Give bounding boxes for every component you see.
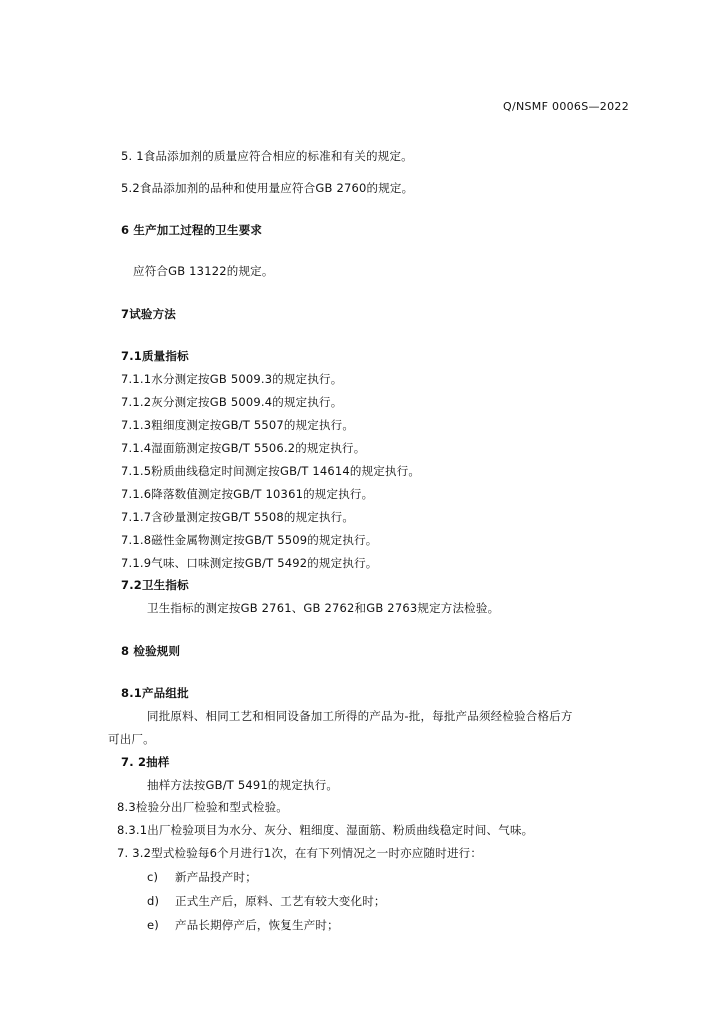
clause-7-1-8: 7.1.8磁性金属物测定按GB/T 5509的规定执行。 [121, 533, 378, 547]
subsection-8-1-heading: 8.1产品组批 [121, 686, 189, 700]
subsection-7-2-heading: 7.2卫生指标 [121, 578, 189, 592]
clause-7-1-3: 7.1.3粗细度测定按GB/T 5507的规定执行。 [121, 418, 355, 432]
subsection-7-1-heading: 7.1质量指标 [121, 349, 189, 363]
clause-8-3-2: 7. 3.2型式检验每6个月进行1次，在有下列情况之一时亦应随时进行： [117, 846, 483, 860]
subsection-8-1-body-line-2: 可出厂。 [108, 732, 155, 746]
section-6-body: 应符合GB 13122的规定。 [133, 264, 274, 278]
subsection-7-2-body: 卫生指标的测定按GB 2761、GB 2762和GB 2763规定方法检验。 [147, 601, 500, 615]
clause-7-1-6: 7.1.6降落数值测定按GB/T 10361的规定执行。 [121, 487, 374, 501]
clause-5-1: 5. 1食品添加剂的质量应符合相应的标准和有关的规定。 [121, 149, 413, 163]
clause-7-1-9: 7.1.9气味、口味测定按GB/T 5492的规定执行。 [121, 556, 378, 570]
condition-item-label: e) [147, 918, 159, 932]
condition-item-text: 新产品投产时； [175, 870, 257, 884]
clause-7-1-4: 7.1.4湿面筋测定按GB/T 5506.2的规定执行。 [121, 441, 366, 455]
clause-5-2: 5.2食品添加剂的品种和使用量应符合GB 2760的规定。 [121, 181, 414, 195]
section-8-heading: 8 检验规则 [121, 644, 181, 658]
subsection-8-2-body: 抽样方法按GB/T 5491的规定执行。 [147, 778, 339, 792]
section-6-heading: 6 生产加工过程的卫生要求 [121, 223, 263, 237]
condition-item-label: c) [147, 870, 159, 884]
section-7-heading: 7试验方法 [121, 307, 177, 321]
subsection-8-1-body-line-1: 同批原料、相同工艺和相同设备加工所得的产品为-批，每批产品须经检验合格后方 [147, 709, 573, 723]
clause-7-1-7: 7.1.7含砂量测定按GB/T 5508的规定执行。 [121, 510, 355, 524]
clause-8-3: 8.3检验分出厂检验和型式检验。 [117, 800, 288, 814]
clause-7-1-1: 7.1.1水分测定按GB 5009.3的规定执行。 [121, 372, 343, 386]
document-code: Q/NSMF 0006S—2022 [503, 100, 629, 113]
condition-item-label: d) [147, 894, 160, 908]
clause-7-1-2: 7.1.2灰分测定按GB 5009.4的规定执行。 [121, 395, 343, 409]
condition-item-text: 产品长期停产后，恢复生产时； [175, 918, 339, 932]
clause-8-3-1: 8.3.1出厂检验项目为水分、灰分、粗细度、湿面筋、粉质曲线稳定时间、气味。 [117, 823, 534, 837]
clause-7-1-5: 7.1.5粉质曲线稳定时间测定按GB/T 14614的规定执行。 [121, 464, 421, 478]
subsection-8-2-heading: 7. 2抽样 [121, 755, 170, 769]
condition-item-text: 正式生产后，原料、工艺有较大变化时； [175, 894, 386, 908]
